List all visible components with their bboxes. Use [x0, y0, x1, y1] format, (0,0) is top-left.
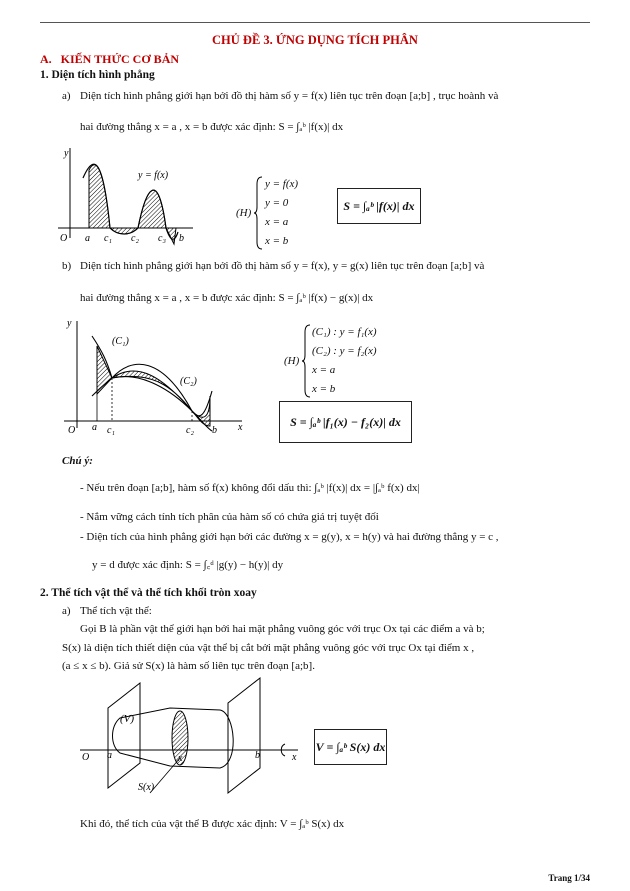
note-line-4: y = d được xác định: S = ∫꜀ᵈ |g(y) − h(y)| dy — [92, 559, 284, 571]
system1-line-2: y = 0 — [265, 197, 289, 209]
system1-brace — [254, 176, 264, 250]
area-under-curve-figure — [58, 148, 198, 248]
item-a-line1: Diện tích hình phẳng giới hạn bởi đồ thị hàm số y = f(x) liên tục trên đoạn [a;b] , trục hoành và — [80, 90, 499, 102]
part2-paragraph-2: S(x) là diện tích thiết diện của vật thể bị cắt bởi mặt phẳng vuông góc với trục Ox tại điểm x , — [62, 642, 475, 654]
fig2-c2-label: (C₂) — [180, 376, 197, 387]
solid-volume-figure — [80, 678, 310, 798]
system2-line-3: x = a — [312, 364, 336, 376]
fig3-v-label: (V) — [120, 713, 135, 725]
fig3-mark-b: b — [255, 750, 260, 761]
fig1-origin: O — [60, 233, 68, 244]
section-a-label: A. — [40, 52, 52, 66]
region-c3-b — [166, 228, 176, 244]
system1-line-1: y = f(x) — [265, 178, 299, 190]
part2-a-title: Thể tích vật thể: — [80, 605, 152, 617]
fig1-curve-label: y = f(x) — [138, 170, 169, 181]
fig2-mark-c1: c₁ — [107, 425, 115, 436]
part1-heading: 1. Diện tích hình phẳng — [40, 69, 155, 81]
system1-name: (H) — [236, 207, 252, 219]
system2-line-2: (C₂) : y = f₂(x) — [312, 345, 377, 357]
part2-conclusion: Khi đó, thể tích của vật thể B được xác định: V = ∫ₐᵇ S(x) dx — [80, 818, 345, 830]
section-a-title: KIẾN THỨC CƠ BẢN — [60, 52, 180, 66]
page-title: CHỦ ĐỀ 3. ỨNG DỤNG TÍCH PHÂN — [212, 33, 418, 47]
formula-box-volume — [314, 729, 387, 765]
formula-box-area — [337, 188, 421, 224]
region-a-c1 — [89, 165, 110, 228]
fig1-mark-a: a — [85, 233, 90, 244]
fig1-mark-b: b — [179, 233, 184, 244]
system2-name: (H) — [284, 355, 300, 367]
area-between-curves-figure — [62, 316, 252, 441]
system1-line-3: x = a — [265, 216, 289, 228]
note-line-1: - Nếu trên đoạn [a;b], hàm số f(x) không đổi dấu thì: ∫ₐᵇ |f(x)| dx = |∫ₐᵇ f(x) dx| — [80, 482, 420, 494]
fig2-y-label: y — [67, 318, 72, 329]
header-rule — [40, 22, 590, 23]
fig3-x-label: x — [292, 752, 297, 763]
system2-line-4: x = b — [312, 383, 336, 395]
item-a-line2: hai đường thẳng x = a , x = b được xác định: S = ∫ₐᵇ |f(x)| dx — [80, 121, 344, 133]
fig3-s-label: S(x) — [138, 782, 155, 793]
system2-line-1: (C₁) : y = f₁(x) — [312, 326, 377, 338]
fig1-mark-c2: c₂ — [131, 233, 139, 244]
fig3-origin: O — [82, 752, 90, 763]
fig2-x-label: x — [238, 422, 243, 433]
fig2-origin: O — [68, 425, 76, 436]
note-line-2: - Nắm vững cách tính tích phân của hàm số có chứa giá trị tuyệt đối — [80, 511, 379, 523]
formula-box-between — [279, 401, 412, 443]
fig1-mark-c1: c₁ — [104, 233, 112, 244]
page-number: Trang 1/34 — [548, 873, 590, 883]
fig3-mark-x: x — [178, 753, 183, 764]
fig2-mark-a: a — [92, 422, 97, 433]
fig2-mark-c2: c₂ — [186, 425, 194, 436]
item-b-line1: Diện tích hình phẳng giới hạn bởi đồ thị hàm số y = f(x), y = g(x) liên tục trên đoạn [a;b] và — [80, 260, 485, 272]
fig1-y-label: y — [64, 148, 69, 159]
part2-heading: 2. Thể tích vật thể và thể tích khối tròn xoay — [40, 587, 257, 599]
fig1-mark-c3: c₃ — [158, 233, 166, 244]
fig3-mark-a: a — [107, 750, 112, 761]
fig2-mark-b: b — [212, 425, 217, 436]
part2-paragraph-3: (a ≤ x ≤ b). Giả sử S(x) là hàm số liên tục trên đoạn [a;b]. — [62, 660, 315, 672]
item-b-label: b) — [62, 260, 72, 272]
section-a-heading — [40, 52, 179, 67]
system1-line-4: x = b — [265, 235, 289, 247]
note-title: Chú ý: — [62, 455, 93, 467]
fig2-c1-label: (C₁) — [112, 336, 129, 347]
s-label-pointer — [150, 758, 180, 793]
item-b-line2: hai đường thẳng x = a , x = b được xác định: S = ∫ₐᵇ |f(x) − g(x)| dx — [80, 292, 374, 304]
part2-paragraph-1: Gọi B là phần vật thể giới hạn bởi hai mặt phẳng vuông góc với trục Ox tại các điểm a và b; — [80, 623, 485, 635]
formula-box-area-text: S = ∫ₐᵇ |f(x)| dx — [343, 198, 415, 213]
part2-a-label: a) — [62, 605, 71, 617]
item-a-label: a) — [62, 90, 71, 102]
formula-box-volume-text: V = ∫ₐᵇ S(x) dx — [315, 739, 386, 754]
formula-box-between-text: S = ∫ₐᵇ |f₁(x) − f₂(x)| dx — [290, 414, 401, 429]
system2-brace — [302, 324, 312, 398]
note-line-3: - Diện tích của hình phẳng giới hạn bởi các đường x = g(y), x = h(y) và hai đường thẳng y = c , — [80, 531, 499, 543]
